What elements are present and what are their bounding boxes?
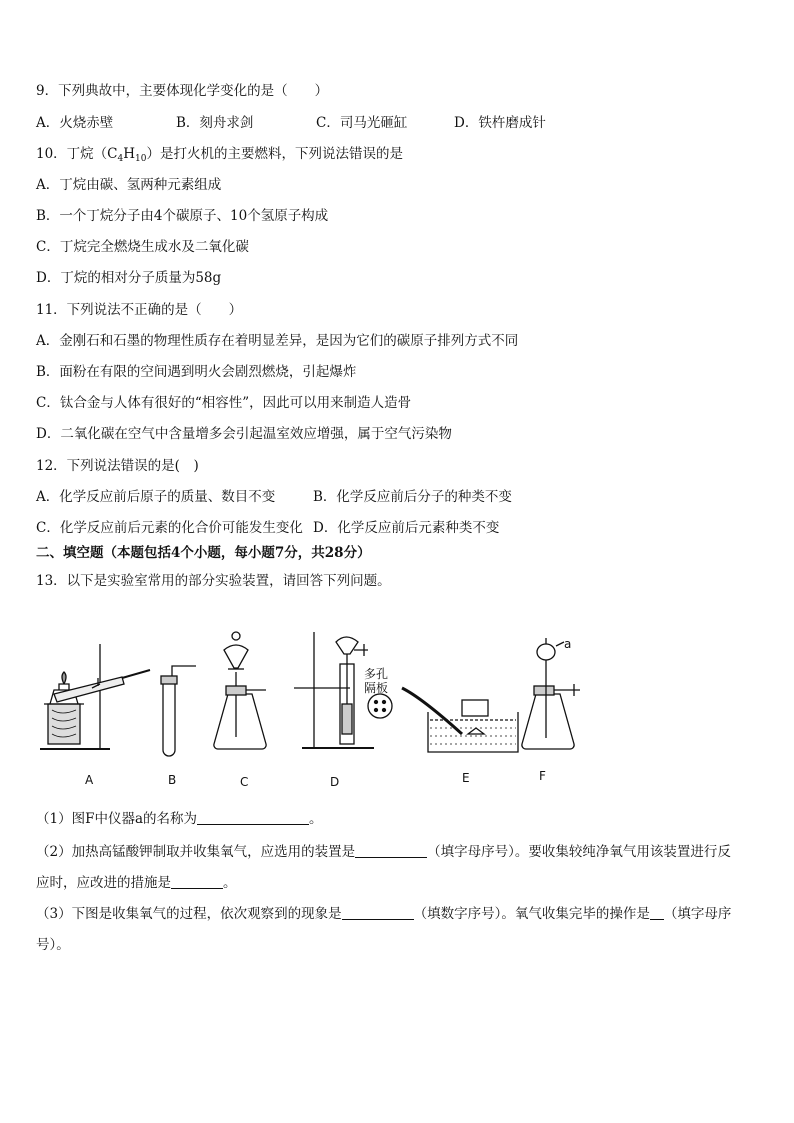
q12-option-c: C．化学反应前后元素的化合价可能发生变化	[36, 520, 303, 536]
label-c: C	[240, 775, 249, 789]
label-f: F	[539, 769, 546, 783]
q11-option-d: D．二氧化碳在空气中含量增多会引起温室效应增强，属于空气污染物	[36, 426, 452, 442]
answer-blank-2[interactable]	[355, 843, 427, 858]
q10-stem-post: ）是打火机的主要燃料，下列说法错误的是	[146, 146, 403, 162]
label-e: E	[462, 771, 470, 785]
answer-blank-1[interactable]	[197, 810, 309, 825]
q9-option-a: A．火烧赤壁	[36, 115, 114, 131]
q10-option-c: C．丁烷完全燃烧生成水及二氧化碳	[36, 239, 249, 255]
apparatus-a	[40, 644, 150, 749]
apparatus-c	[214, 632, 266, 749]
q9-option-b: B．刻舟求剑	[176, 115, 254, 131]
q9-option-c: C．司马光砸缸	[316, 115, 408, 131]
q10-stem-mid: H	[123, 146, 136, 162]
label-instrument-a: a	[564, 637, 572, 651]
q11-option-c: C．钛合金与人体有很好的“相容性”，因此可以用来制造人造骨	[36, 395, 412, 411]
q13-part1-end: 。	[309, 811, 323, 827]
q13-part2-mid: （填字母序号）。要收集较纯净氧气用该装置进行反	[427, 844, 731, 860]
q9-option-d: D．铁杵磨成针	[454, 115, 546, 131]
q13-stem: 13．以下是实验室常用的部分实验装置，请回答下列问题。	[36, 573, 391, 589]
label-a: A	[85, 773, 94, 787]
q13-part3-mid: （填数字序号）。氧气收集完毕的操作是	[413, 906, 650, 922]
q12-option-d: D．化学反应前后元素种类不变	[313, 520, 500, 536]
q13-part1	[36, 809, 323, 829]
label-porous-2: 隔板	[364, 681, 389, 695]
q10-sub-carbon: 4	[117, 154, 124, 164]
apparatus-b	[161, 666, 196, 756]
q13-part2-text: （2）加热高锰酸钾制取并收集氧气，应选用的装置是	[36, 844, 356, 860]
q13-part2	[36, 842, 731, 862]
answer-blank-5[interactable]	[650, 905, 664, 920]
q10-sub-hydrogen: 10	[135, 154, 147, 164]
q13-part3-line2: 号）。	[36, 937, 70, 953]
q10-stem	[36, 144, 403, 169]
q11-option-b: B．面粉在有限的空间遇到明火会剧烈燃烧，引起爆炸	[36, 364, 357, 380]
q13-part2-line2	[36, 873, 237, 893]
q12-option-a: A．化学反应前后原子的质量、数目不变	[36, 489, 276, 505]
q10-option-d: D．丁烷的相对分子质量为58g	[36, 270, 222, 286]
answer-blank-3[interactable]	[171, 874, 223, 889]
q12-stem: 12．下列说法错误的是( )	[36, 458, 199, 474]
q10-option-b: B．一个丁烷分子由4个碳原子、10个氢原子构成	[36, 208, 329, 224]
label-b: B	[168, 773, 177, 787]
q11-stem: 11．下列说法不正确的是（ ）	[36, 302, 243, 318]
q12-option-b: B．化学反应前后分子的种类不变	[313, 489, 512, 505]
q13-part2-line2-end: 。	[223, 875, 237, 891]
apparatus-e	[402, 688, 518, 752]
q11-option-a: A．金刚石和石墨的物理性质存在着明显差异，是因为它们的碳原子排列方式不同	[36, 333, 519, 349]
q9-stem: 9．下列典故中，主要体现化学变化的是（ ）	[36, 83, 329, 99]
q13-part3-end: （填字母序	[663, 906, 732, 922]
q13-part3-text: （3）下图是收集氧气的过程，依次观察到的现象是	[36, 906, 342, 922]
q10-option-a: A．丁烷由碳、氢两种元素组成	[36, 177, 222, 193]
label-porous-1: 多孔	[364, 667, 389, 681]
q10-stem-pre: 10．丁烷（C	[36, 146, 118, 162]
apparatus-f	[522, 638, 580, 749]
answer-blank-4[interactable]	[342, 905, 414, 920]
q13-part3	[36, 904, 731, 924]
q13-part2-line2-text: 应时，应改进的措施是	[36, 875, 171, 891]
apparatus-figure	[30, 622, 590, 792]
section-title: 二、填空题（本题包括4个小题，每小题7分，共28分）	[36, 545, 371, 561]
label-d: D	[330, 775, 340, 789]
q13-part1-text: （1）图F中仪器a的名称为	[36, 811, 198, 827]
